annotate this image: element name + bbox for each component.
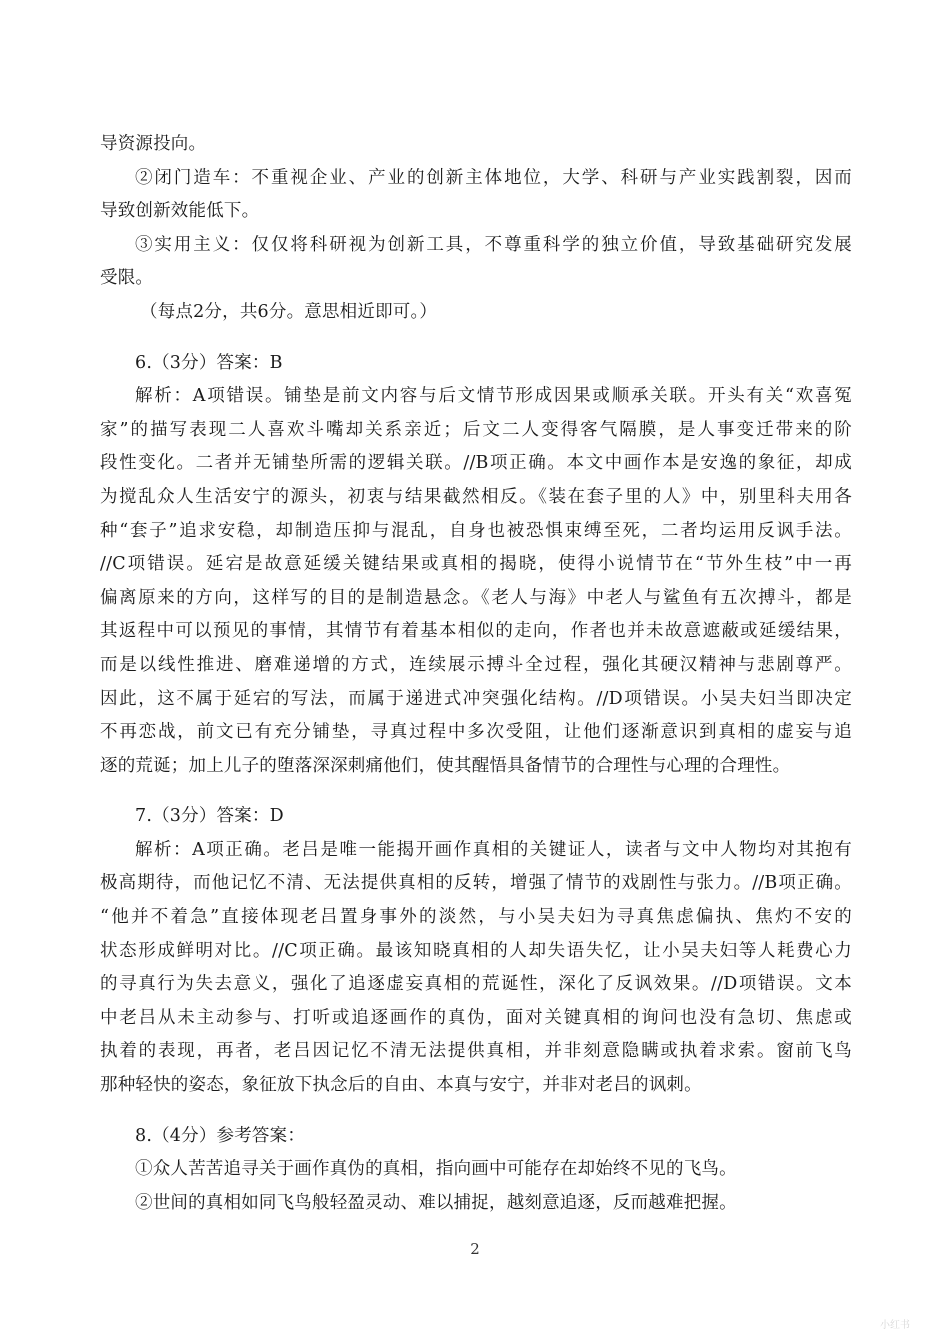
text-line: 因此，这不属于延宕的写法，而属于递进式冲突强化结构。//D项错误。小吴夫妇当即决定 [100, 688, 852, 709]
text-line: （每点2分，共6分。意思相近即可。） [140, 301, 438, 322]
answer-section [100, 1120, 852, 1221]
text-line: 极高期待，而他记忆不清、无法提供真相的反转，增强了情节的戏剧性与张力。//B项正确。 [100, 873, 852, 894]
answer-section [100, 347, 852, 784]
text-line: ②世间的真相如同飞鸟般轻盈灵动、难以捕捉，越刻意追逐，反而越难把握。 [135, 1192, 737, 1213]
text-line: 8.（4分）参考答案： [135, 1125, 306, 1146]
document-body [100, 128, 852, 1220]
section-gap [100, 330, 852, 347]
text-line: 执着的表现，再者，老吕因记忆不清无法提供真相，并非刻意隐瞒或执着求索。窗前飞鸟 [100, 1041, 852, 1062]
section-gap [100, 783, 852, 800]
text-line: 6.（3分）答案：B [135, 352, 283, 373]
text-line: 为搅乱众人生活安宁的源头，初衷与结果截然相反。《装在套子里的人》中，别里科夫用各 [100, 486, 852, 507]
text-line: 其返程中可以预见的事情，其情节有着基本相似的走向，作者也并未故意遮蔽或延缓结果， [100, 621, 852, 642]
text-line: 那种轻快的姿态，象征放下执念后的自由、本真与安宁，并非对老吕的讽刺。 [100, 1075, 702, 1096]
text-line: 7.（3分）答案：D [135, 806, 284, 827]
text-line: ③实用主义：仅仅将科研视为创新工具，不尊重科学的独立价值，导致基础研究发展 [135, 234, 852, 255]
watermark: 小红书 [880, 1320, 910, 1331]
text-line: 状态形成鲜明对比。//C项正确。最该知晓真相的人却失语失忆，让小吴夫妇等人耗费心力 [100, 940, 852, 961]
text-line: //C项错误。延宕是故意延缓关键结果或真相的揭晓，使得小说情节在“节外生枝”中一再 [100, 554, 852, 575]
text-line: 受限。 [100, 268, 154, 289]
text-line: 解析：A项正确。老吕是唯一能揭开画作真相的关键证人，读者与文中人物均对其抱有 [135, 839, 852, 860]
text-line: 不再恋战，前文已有充分铺垫，寻真过程中多次受阻，让他们逐渐意识到真相的虚妄与追 [100, 722, 852, 743]
text-line: “他并不着急”直接体现老吕置身事外的淡然，与小吴夫妇为寻真焦虑偏执、焦灼不安的 [100, 907, 852, 928]
answer-section [100, 800, 852, 1102]
text-line: 逐的荒诞；加上儿子的堕落深深刺痛他们，使其醒悟具备情节的合理性与心理的合理性。 [100, 755, 791, 776]
text-line: 段性变化。二者并无铺垫所需的逻辑关联。//B项正确。本文中画作本是安逸的象征，却成 [100, 453, 852, 474]
text-line: ②闭门造车：不重视企业、产业的创新主体地位，大学、科研与产业实践割裂，因而 [135, 167, 852, 188]
answer-section [100, 128, 852, 330]
text-line: ①众人苦苦追寻关于画作真伪的真相，指向画中可能存在却始终不见的飞鸟。 [135, 1159, 737, 1180]
text-line: 家”的描写表现二人喜欢斗嘴却关系亲近；后文二人变得客气隔膜，是人事变迁带来的阶 [100, 419, 852, 440]
text-line: 的寻真行为失去意义，强化了追逐虚妄真相的荒诞性，深化了反讽效果。//D项错误。文本 [100, 974, 852, 995]
text-line: 而是以线性推进、磨难递增的方式，连续展示搏斗全过程，强化其硬汉精神与悲剧尊严。 [100, 654, 852, 675]
section-gap [100, 1103, 852, 1120]
page-number: 2 [470, 1240, 480, 1258]
text-line: 中老吕从未主动参与、打听或追逐画作的真伪，面对关键真相的询问也没有急切、焦虑或 [100, 1007, 852, 1028]
text-line: 导致创新效能低下。 [100, 201, 260, 222]
text-line: 种“套子”追求安稳，却制造压抑与混乱，自身也被恐惧束缚至死，二者均运用反讽手法。 [100, 520, 852, 541]
text-line: 导资源投向。 [100, 134, 207, 154]
text-line: 偏离原来的方向，这样写的目的是制造悬念。《老人与海》中老人与鲨鱼有五次搏斗，都是 [100, 587, 852, 608]
text-line: 解析：A项错误。铺垫是前文内容与后文情节形成因果或顺承关联。开头有关“欢喜冤 [135, 386, 852, 407]
